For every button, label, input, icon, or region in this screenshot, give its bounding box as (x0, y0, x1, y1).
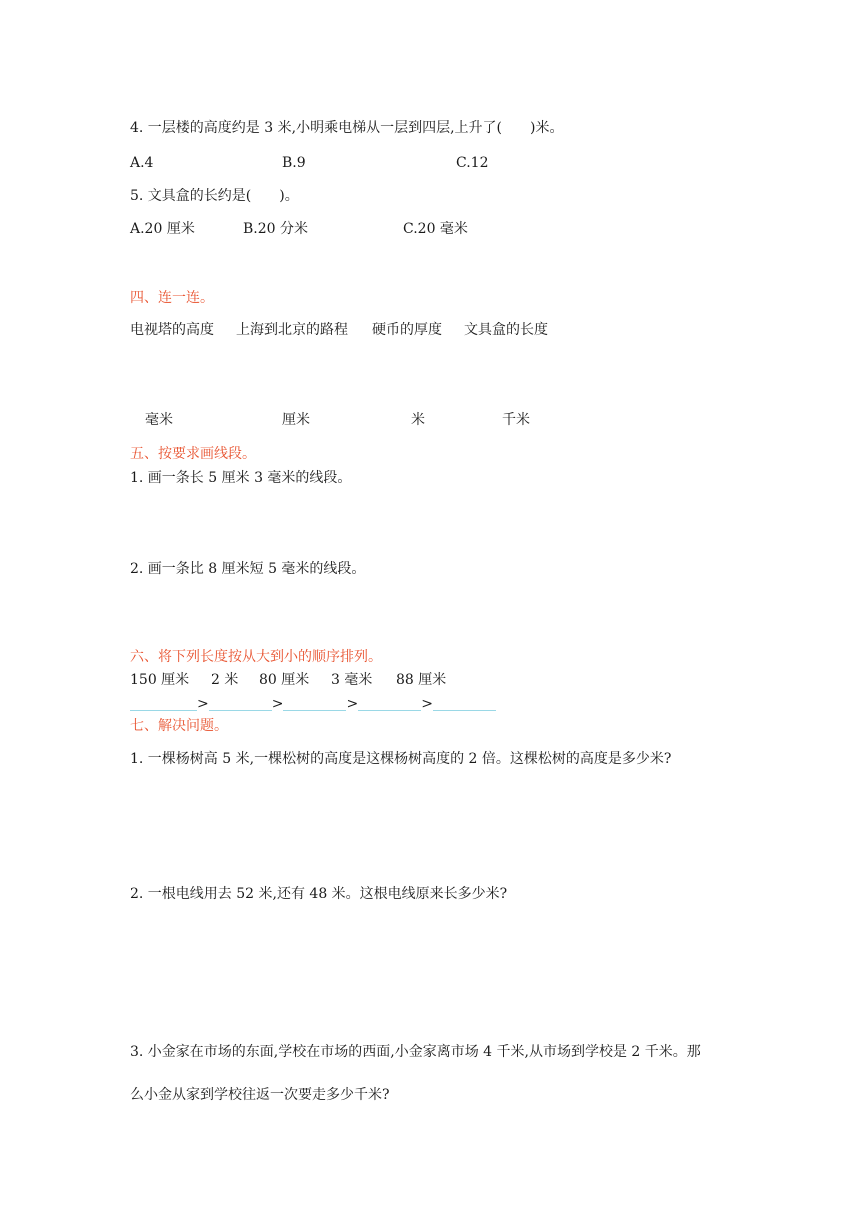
ordering-answer-row (130, 697, 496, 711)
question-4-option-b: B.9 (282, 155, 306, 171)
problem-3-line-2: 么小金从家到学校往返一次要走多少千米? (130, 1087, 390, 1103)
match-unit-cm: 厘米 (282, 412, 310, 428)
length-value-3mm: 3 毫米 (331, 672, 373, 688)
match-item-shanghai-beijing: 上海到北京的路程 (236, 322, 348, 338)
problem-2: 2. 一根电线用去 52 米,还有 48 米。这根电线原来长多少米? (130, 886, 508, 902)
section-6-title: 六、将下列长度按从大到小的顺序排列。 (130, 649, 382, 665)
question-5-option-b: B.20 分米 (243, 221, 309, 237)
greater-than-sign: > (421, 696, 433, 712)
greater-than-sign: > (197, 696, 209, 712)
question-5-option-c: C.20 毫米 (403, 221, 468, 237)
problem-3-line-1: 3. 小金家在市场的东面,学校在市场的西面,小金家离市场 4 千米,从市场到学校是 2 千米。那 (130, 1044, 701, 1060)
answer-blank[interactable] (433, 698, 496, 711)
length-value-150cm: 150 厘米 (130, 672, 190, 688)
answer-blank[interactable] (209, 698, 272, 711)
length-value-2m: 2 米 (211, 672, 239, 688)
section-7-title: 七、解决问题。 (130, 718, 228, 734)
question-4-option-c: C.12 (456, 155, 489, 171)
question-4-option-a: A.4 (130, 155, 154, 171)
match-unit-km: 千米 (502, 412, 530, 428)
question-5-option-a: A.20 厘米 (130, 221, 195, 237)
length-value-88cm: 88 厘米 (396, 672, 447, 688)
greater-than-sign: > (271, 696, 284, 712)
match-item-tv-tower: 电视塔的高度 (130, 322, 214, 338)
match-unit-mm: 毫米 (145, 412, 173, 428)
draw-question-1: 1. 画一条长 5 厘米 3 毫米的线段。 (130, 470, 352, 486)
match-item-coin: 硬币的厚度 (372, 322, 442, 338)
answer-blank[interactable] (283, 698, 346, 711)
answer-blank[interactable] (130, 698, 197, 711)
question-4-text: 4. 一层楼的高度约是 3 米,小明乘电梯从一层到四层,上升了( )米。 (130, 120, 564, 136)
match-unit-m: 米 (411, 412, 425, 428)
draw-question-2: 2. 画一条比 8 厘米短 5 毫米的线段。 (130, 561, 366, 577)
match-item-pencil-case: 文具盒的长度 (464, 322, 548, 338)
section-5-title: 五、按要求画线段。 (130, 446, 256, 462)
greater-than-sign: > (346, 696, 359, 712)
length-value-80cm: 80 厘米 (259, 672, 310, 688)
problem-1: 1. 一棵杨树高 5 米,一棵松树的高度是这棵杨树高度的 2 倍。这棵松树的高度是多少米? (130, 751, 672, 767)
answer-blank[interactable] (358, 698, 421, 711)
question-5-text: 5. 文具盒的长约是( )。 (130, 188, 299, 204)
section-4-title: 四、连一连。 (130, 290, 214, 306)
